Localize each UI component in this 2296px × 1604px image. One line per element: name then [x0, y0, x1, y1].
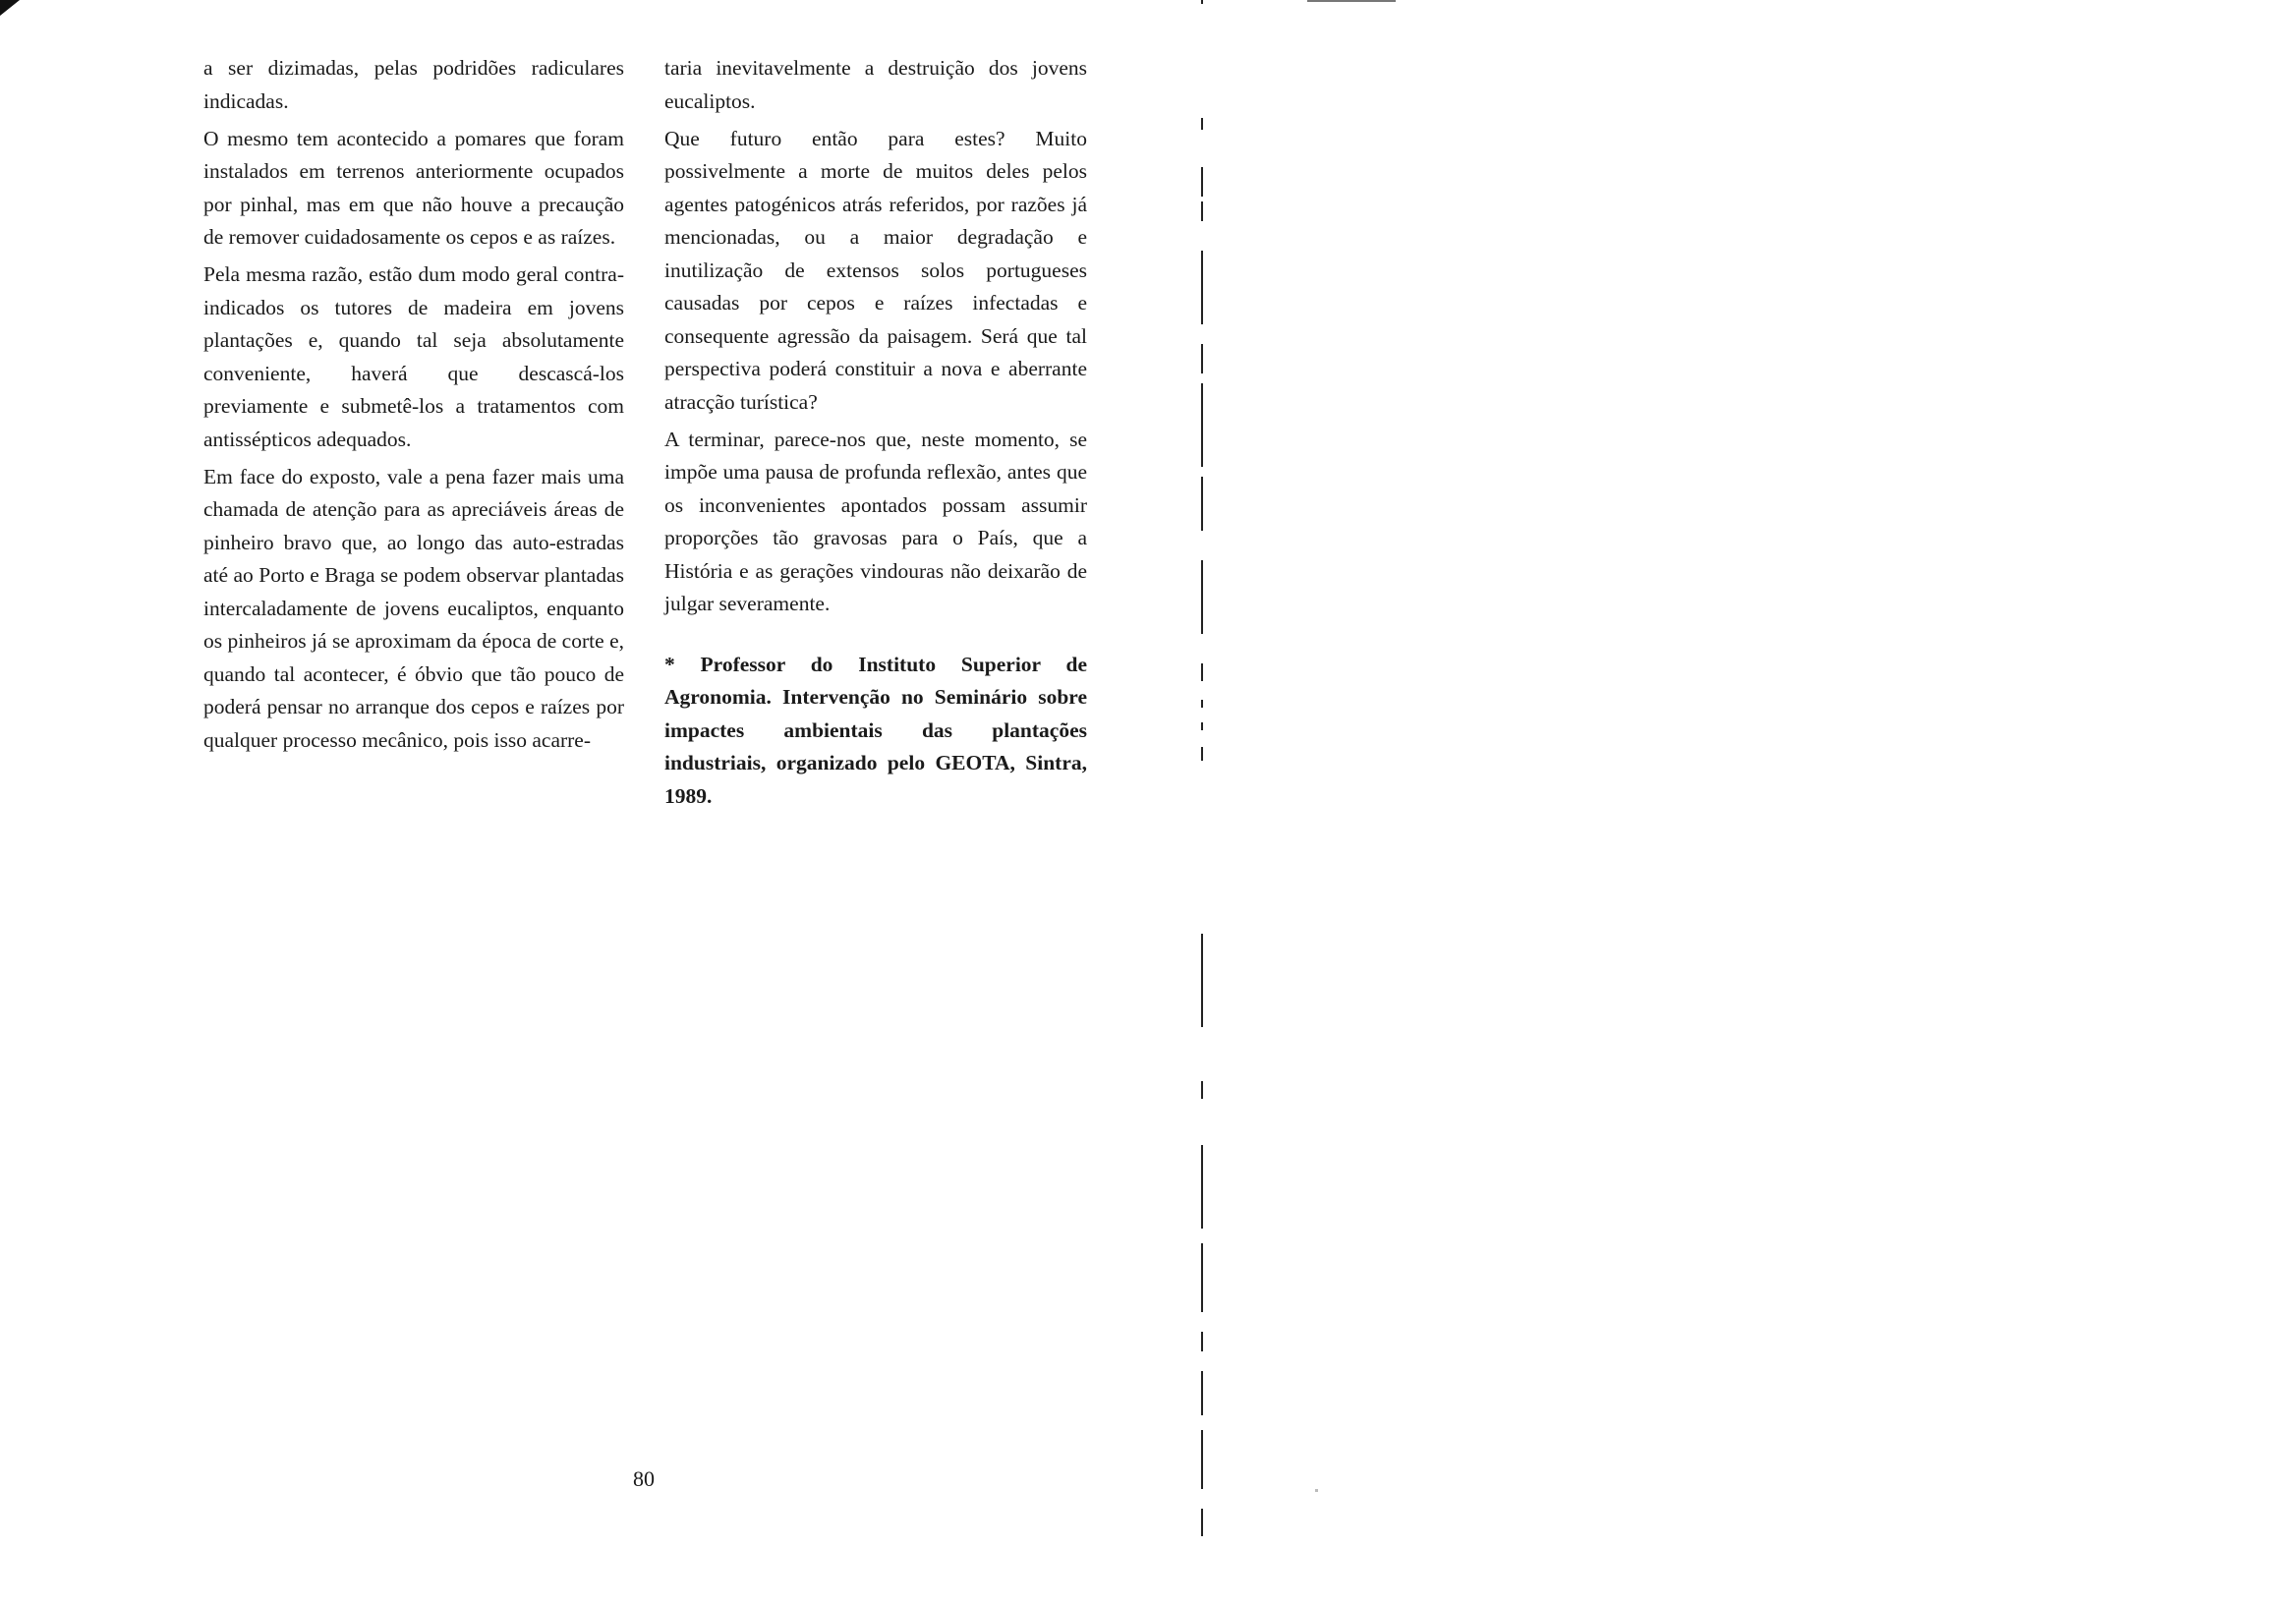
fold-segment	[1201, 663, 1203, 681]
fold-segment	[1201, 1371, 1203, 1415]
fold-segment	[1201, 934, 1203, 1027]
paragraph: taria inevitavelmente a destruição dos jovens eucaliptos.	[664, 56, 1087, 113]
fold-segment	[1201, 201, 1203, 221]
paragraph: a ser dizimadas, pelas podridões radiculares indicadas.	[203, 56, 624, 113]
author-footnote: * Professor do Instituto Superior de Agronomia. Intervenção no Seminário sobre impactes ambientais das plantações industriais, organizado pelo GEOTA, Sintra, 1989.	[664, 652, 1087, 808]
fold-segment	[1201, 1145, 1203, 1229]
fold-segment	[1201, 1243, 1203, 1312]
fold-segment	[1201, 700, 1203, 708]
fold-segment	[1201, 1332, 1203, 1351]
fold-segment	[1201, 722, 1203, 730]
paragraph: Em face do exposto, vale a pena fazer mais uma chamada de atenção para as apreciáveis áreas de pinheiro bravo que, ao longo das auto-estradas até ao Porto e Braga se podem observar plantadas intercaladamente de jovens eucaliptos, enquanto os pinheiros já se aproximam da época de corte e, quando tal acontecer, é óbvio que tão pouco de poderá pensar no arranque dos cepos e raízes por qualquer processo mecânico, pois isso acarre-	[203, 464, 624, 752]
fold-segment	[1201, 477, 1203, 531]
fold-segment	[1201, 0, 1203, 4]
fold-segment	[1201, 1430, 1203, 1489]
fold-segment	[1201, 1509, 1203, 1536]
fold-segment	[1201, 167, 1203, 197]
paragraph: O mesmo tem acontecido a pomares que foram instalados em terrenos anteriormente ocupados por pinhal, mas em que não houve a precaução de remover cuidadosamente os cepos e as raízes.	[203, 126, 624, 249]
fold-segment	[1201, 118, 1203, 130]
scan-speck	[1315, 1489, 1318, 1492]
paragraph: A terminar, parece-nos que, neste momento, se impõe uma pausa de profunda reflexão, antes que os inconvenientes apontados possam assumir proporções tão gravosas para o País, que a História e as gerações vindouras não deixarão de julgar severamente.	[664, 427, 1087, 615]
fold-segment	[1201, 747, 1203, 761]
fold-segment	[1201, 1081, 1203, 1099]
page-number: 80	[633, 1466, 655, 1491]
fold-segment	[1201, 560, 1203, 634]
scan-artifact-dash	[1307, 0, 1396, 2]
corner-scan-mark	[0, 0, 20, 16]
fold-segment	[1201, 251, 1203, 324]
left-text-column	[203, 52, 624, 762]
right-text-column	[664, 52, 1087, 818]
page-fold-line	[1201, 0, 1203, 1604]
paragraph: Que futuro então para estes? Muito possivelmente a morte de muitos deles pelos agentes patogénicos atrás referidos, por razões já mencionadas, ou a maior degradação e inutilização de extensos solos portugueses causadas por cepos e raízes infectadas e consequente agressão da paisagem. Será que tal perspectiva poderá constituir a nova e aberrante atracção turística?	[664, 126, 1087, 414]
fold-segment	[1201, 383, 1203, 467]
paragraph: Pela mesma razão, estão dum modo geral contra-indicados os tutores de madeira em jovens plantações e, quando tal seja absolutamente conveniente, haverá que descascá-los previamente e submetê-los a tratamentos com antissépticos adequados.	[203, 262, 624, 451]
fold-segment	[1201, 344, 1203, 373]
